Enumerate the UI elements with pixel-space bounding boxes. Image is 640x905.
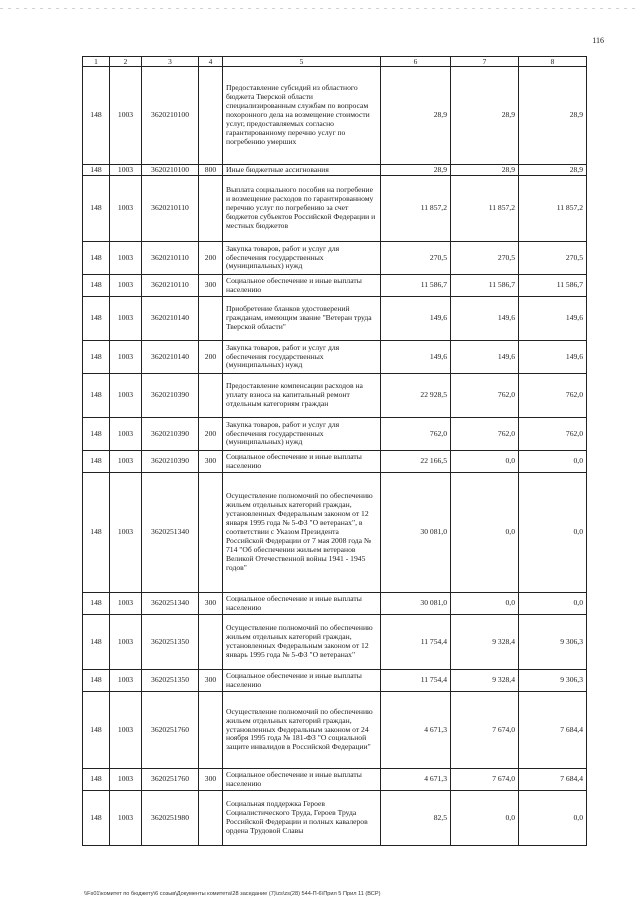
amount-col-8: 149,6 <box>519 341 587 374</box>
expense-type-code: 200 <box>199 341 223 374</box>
amount-col-8: 28,9 <box>519 67 587 165</box>
section-code: 1003 <box>110 593 142 615</box>
admin-code: 148 <box>83 242 110 275</box>
amount-col-7: 149,6 <box>451 297 519 341</box>
amount-col-8: 7 684,4 <box>519 769 587 791</box>
table-row <box>83 67 587 165</box>
section-code: 1003 <box>110 275 142 297</box>
target-article-code: 3620210110 <box>142 176 199 242</box>
table-row <box>83 670 587 692</box>
admin-code: 148 <box>83 176 110 242</box>
amount-col-7: 0,0 <box>451 593 519 615</box>
amount-col-6: 4 671,3 <box>381 769 451 791</box>
target-article-code: 3620251340 <box>142 593 199 615</box>
amount-col-7: 7 674,0 <box>451 769 519 791</box>
target-article-code: 3620210390 <box>142 418 199 451</box>
table-body <box>83 67 587 846</box>
item-name: Приобретение бланков удостоверений гражданам, имеющим звание "Ветеран труда Тверской области" <box>223 297 381 341</box>
item-name: Предоставление субсидий из областного бюджета Тверской области специализированным службам по вопросам похоронного дела на возмещение стоимости услуг, предоставляемых согласно гарантированному перечню услуг по погребению умерших <box>223 67 381 165</box>
amount-col-6: 11 586,7 <box>381 275 451 297</box>
amount-col-7: 270,5 <box>451 242 519 275</box>
expense-type-code <box>199 176 223 242</box>
admin-code: 148 <box>83 451 110 473</box>
admin-code: 148 <box>83 297 110 341</box>
item-name: Закупка товаров, работ и услуг для обеспечения государственных (муниципальных) нужд <box>223 242 381 275</box>
item-name: Закупка товаров, работ и услуг для обеспечения государственных (муниципальных) нужд <box>223 418 381 451</box>
item-name: Социальное обеспечение и иные выплаты населению <box>223 670 381 692</box>
amount-col-7: 762,0 <box>451 374 519 418</box>
expense-type-code: 300 <box>199 593 223 615</box>
admin-code: 148 <box>83 615 110 670</box>
column-number-row <box>83 57 587 67</box>
item-name: Социальное обеспечение и иные выплаты населению <box>223 451 381 473</box>
amount-col-6: 149,6 <box>381 297 451 341</box>
section-code: 1003 <box>110 670 142 692</box>
table-row <box>83 451 587 473</box>
expense-type-code <box>199 374 223 418</box>
table-row <box>83 275 587 297</box>
item-name: Осуществление полномочий по обеспечению жильем отдельных категорий граждан, установленных Федеральным законом от 24 ноября 1995 года № 181-ФЗ "О социальной защите инвалидов в Российской Федерации" <box>223 692 381 769</box>
target-article-code: 3620251760 <box>142 692 199 769</box>
amount-col-6: 762,0 <box>381 418 451 451</box>
amount-col-8: 0,0 <box>519 791 587 846</box>
target-article-code: 3620251980 <box>142 791 199 846</box>
amount-col-6: 149,6 <box>381 341 451 374</box>
target-article-code: 3620251340 <box>142 473 199 593</box>
target-article-code: 3620251760 <box>142 769 199 791</box>
admin-code: 148 <box>83 791 110 846</box>
amount-col-6: 28,9 <box>381 67 451 165</box>
expense-type-code <box>199 791 223 846</box>
expense-type-code: 200 <box>199 242 223 275</box>
amount-col-8: 0,0 <box>519 473 587 593</box>
amount-col-8: 0,0 <box>519 451 587 473</box>
amount-col-7: 28,9 <box>451 67 519 165</box>
admin-code: 148 <box>83 341 110 374</box>
amount-col-7: 11 857,2 <box>451 176 519 242</box>
expense-type-code <box>199 615 223 670</box>
target-article-code: 3620251350 <box>142 670 199 692</box>
target-article-code: 3620210110 <box>142 275 199 297</box>
item-name: Иные бюджетные ассигнования <box>223 165 381 176</box>
expense-type-code <box>199 297 223 341</box>
budget-table <box>82 56 587 846</box>
amount-col-6: 4 671,3 <box>381 692 451 769</box>
amount-col-8: 7 684,4 <box>519 692 587 769</box>
section-code: 1003 <box>110 242 142 275</box>
amount-col-6: 82,5 <box>381 791 451 846</box>
expense-type-code: 300 <box>199 670 223 692</box>
amount-col-6: 11 857,2 <box>381 176 451 242</box>
expense-type-code: 200 <box>199 418 223 451</box>
expense-type-code <box>199 692 223 769</box>
section-code: 1003 <box>110 176 142 242</box>
expense-type-code <box>199 473 223 593</box>
amount-col-6: 22 928,5 <box>381 374 451 418</box>
section-code: 1003 <box>110 297 142 341</box>
amount-col-6: 30 081,0 <box>381 473 451 593</box>
item-name: Социальное обеспечение и иные выплаты населению <box>223 593 381 615</box>
col-header-6: 6 <box>381 57 451 67</box>
col-header-2: 2 <box>110 57 142 67</box>
col-header-4: 4 <box>199 57 223 67</box>
expense-type-code <box>199 67 223 165</box>
section-code: 1003 <box>110 692 142 769</box>
target-article-code: 3620251350 <box>142 615 199 670</box>
col-header-1: 1 <box>83 57 110 67</box>
amount-col-8: 149,6 <box>519 297 587 341</box>
item-name: Осуществление полномочий по обеспечению жильем отдельных категорий граждан, установленных Федеральным законом от 12 января 1995 года № 5-ФЗ "О ветеранах", в соответствии с Указом Президента Российской Федерации от 7 мая 2008 года № 714 "Об обеспечении жильем ветеранов Великой Отечественной войны 1941 - 1945 годов" <box>223 473 381 593</box>
target-article-code: 3620210100 <box>142 67 199 165</box>
table-row <box>83 791 587 846</box>
amount-col-8: 0,0 <box>519 593 587 615</box>
section-code: 1003 <box>110 165 142 176</box>
amount-col-6: 11 754,4 <box>381 615 451 670</box>
amount-col-6: 22 166,5 <box>381 451 451 473</box>
item-name: Выплата социального пособия на погребение и возмещение расходов по гарантированному перечню услуг по погребению за счет бюджетов субъектов Российской Федерации и местных бюджетов <box>223 176 381 242</box>
admin-code: 148 <box>83 67 110 165</box>
section-code: 1003 <box>110 451 142 473</box>
amount-col-7: 9 328,4 <box>451 670 519 692</box>
table-row <box>83 165 587 176</box>
amount-col-8: 9 306,3 <box>519 615 587 670</box>
file-path-footer: \\Fs01\комитет по бюджету\6 созыв\Документы комитета\28 заседание (7)\zs\zs(28) 544-П-6\Прил 5 Прил 11 (ВСР) <box>84 891 381 897</box>
table-row <box>83 242 587 275</box>
admin-code: 148 <box>83 418 110 451</box>
amount-col-7: 0,0 <box>451 451 519 473</box>
amount-col-7: 0,0 <box>451 791 519 846</box>
table-row <box>83 615 587 670</box>
table-row <box>83 473 587 593</box>
amount-col-7: 149,6 <box>451 341 519 374</box>
admin-code: 148 <box>83 165 110 176</box>
table-row <box>83 692 587 769</box>
amount-col-8: 11 586,7 <box>519 275 587 297</box>
expense-type-code: 300 <box>199 451 223 473</box>
col-header-8: 8 <box>519 57 587 67</box>
item-name: Закупка товаров, работ и услуг для обеспечения государственных (муниципальных) нужд <box>223 341 381 374</box>
scan-edge-dots <box>0 8 640 9</box>
amount-col-7: 28,9 <box>451 165 519 176</box>
admin-code: 148 <box>83 670 110 692</box>
table-row <box>83 176 587 242</box>
section-code: 1003 <box>110 341 142 374</box>
item-name: Социальная поддержка Героев Социалистического Труда, Героев Труда Российской Федерации и полных кавалеров ордена Трудовой Славы <box>223 791 381 846</box>
item-name: Социальное обеспечение и иные выплаты населению <box>223 769 381 791</box>
table-row <box>83 341 587 374</box>
section-code: 1003 <box>110 769 142 791</box>
amount-col-7: 0,0 <box>451 473 519 593</box>
section-code: 1003 <box>110 374 142 418</box>
page-number: 116 <box>592 36 604 45</box>
amount-col-8: 762,0 <box>519 418 587 451</box>
table-row <box>83 374 587 418</box>
amount-col-6: 28,9 <box>381 165 451 176</box>
table-row <box>83 297 587 341</box>
amount-col-8: 11 857,2 <box>519 176 587 242</box>
col-header-3: 3 <box>142 57 199 67</box>
target-article-code: 3620210100 <box>142 165 199 176</box>
table-row <box>83 593 587 615</box>
amount-col-7: 9 328,4 <box>451 615 519 670</box>
section-code: 1003 <box>110 791 142 846</box>
target-article-code: 3620210390 <box>142 374 199 418</box>
amount-col-8: 762,0 <box>519 374 587 418</box>
item-name: Предоставление компенсации расходов на уплату взноса на капитальный ремонт отдельным категориям граждан <box>223 374 381 418</box>
section-code: 1003 <box>110 418 142 451</box>
amount-col-7: 11 586,7 <box>451 275 519 297</box>
section-code: 1003 <box>110 615 142 670</box>
amount-col-8: 28,9 <box>519 165 587 176</box>
table-row <box>83 418 587 451</box>
admin-code: 148 <box>83 374 110 418</box>
amount-col-7: 7 674,0 <box>451 692 519 769</box>
amount-col-6: 11 754,4 <box>381 670 451 692</box>
admin-code: 148 <box>83 593 110 615</box>
col-header-7: 7 <box>451 57 519 67</box>
item-name: Социальное обеспечение и иные выплаты населению <box>223 275 381 297</box>
section-code: 1003 <box>110 473 142 593</box>
target-article-code: 3620210110 <box>142 242 199 275</box>
admin-code: 148 <box>83 692 110 769</box>
target-article-code: 3620210390 <box>142 451 199 473</box>
col-header-5: 5 <box>223 57 381 67</box>
amount-col-8: 270,5 <box>519 242 587 275</box>
expense-type-code: 800 <box>199 165 223 176</box>
amount-col-6: 30 081,0 <box>381 593 451 615</box>
amount-col-6: 270,5 <box>381 242 451 275</box>
section-code: 1003 <box>110 67 142 165</box>
amount-col-8: 9 306,3 <box>519 670 587 692</box>
amount-col-7: 762,0 <box>451 418 519 451</box>
target-article-code: 3620210140 <box>142 341 199 374</box>
expense-type-code: 300 <box>199 275 223 297</box>
expense-type-code: 300 <box>199 769 223 791</box>
item-name: Осуществление полномочий по обеспечению жильем отдельных категорий граждан, установленных Федеральным законом от 12 январь 1995 года № 5-ФЗ "О ветеранах" <box>223 615 381 670</box>
admin-code: 148 <box>83 769 110 791</box>
admin-code: 148 <box>83 275 110 297</box>
target-article-code: 3620210140 <box>142 297 199 341</box>
table-row <box>83 769 587 791</box>
admin-code: 148 <box>83 473 110 593</box>
